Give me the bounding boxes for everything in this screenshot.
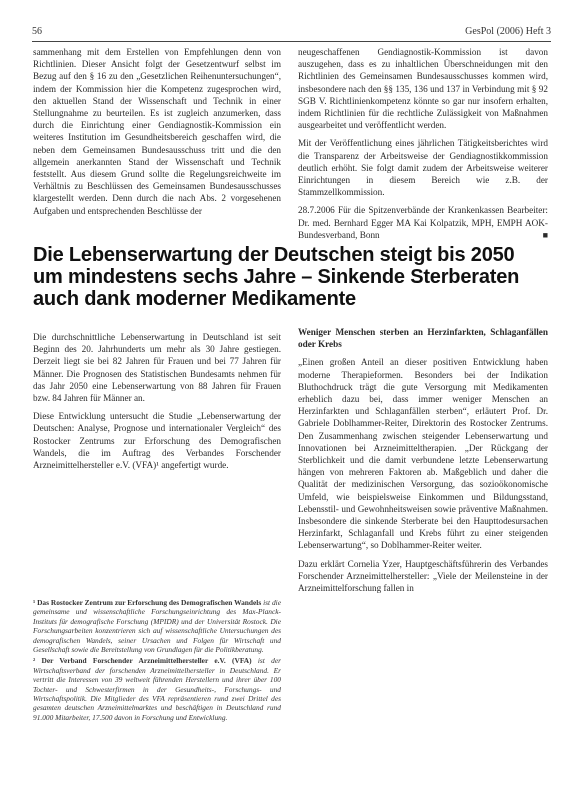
signature-block — [298, 204, 548, 241]
body-paragraph: Dazu erklärt Cornelia Yzer, Hauptgeschäftsführerin des Verbandes Forschender Arzneimittelhersteller: „Viele der Meilensteine in der Arzneimittelforschung fallen in — [298, 558, 548, 594]
header-rule — [32, 41, 551, 42]
body-paragraph: neugeschaffenen Gendiagnostik-Kommission ist davon auszugehen, dass es zu inhaltlichen Überschneidungen mit den Richtlinien des Gemeinsamen Bundesausschusses kommen wird, insbesondere nach den §§ 135, 136 und 137 in Verbindung mit § 92 SGB V. Richtlinienkompetenz könnte so gar nur insofern erhalten, indem Richtlinien für die rechtliche Zulässigkeit von Maßnahmen ausgearbeitet und veröffentlicht werden. — [298, 47, 548, 131]
footnote-2 — [33, 656, 281, 722]
top-right-column — [298, 46, 548, 247]
footnote-1-text: ist die gemeinsame und wissenschaftliche Forschungseinrichtung des Max-Planck-Instituts für demografische Forschung (MPIDR) und der Universität Rostock. Die Forschungsarbeiten konzentrieren sich auf wissenschaftliche Untersuchungen des demografischen Wandels, seiner Ursachen und Folgen für Wirtschaft und Gesellschaft sowie die Bereitstellung von Grundlagen für die Politikberatung. — [33, 598, 281, 655]
top-left-column — [33, 46, 281, 223]
section-subheading: Weniger Menschen sterben an Herzinfarkten, Schlaganfällen oder Krebs — [298, 327, 548, 350]
body-paragraph: sammenhang mit dem Erstellen von Empfehlungen denn von Richtlinien. Dieser Ansicht folgt der Gesetzentwurf selbst im Bezug auf den § 16 zu den „Gesetzlichen Reihenuntersuchungen“, indem der Kommission hier die Kompetenz zugesprochen wird, den aktuellen Stand der Wissenschaft und Technik in einer Stellungnahme zu beurteilen. Es ist zugleich anzumerken, dass durch die Einrichtung einer Gendiagnostik-Kommission ein weiteres Institution im Gesundheitsbereich geschaffen wird, die neben dem Gemeinsamen Bundesausschuss tritt und die den allgemein anerkannten Stand der Wissenschaft und Technik feststellt. Aus diesem Grund sollte die Regelungsreichweite im Verhältnis zu Beschlüssen des Gemeinsamen Bundesausschusses klargestellt werden. Denn durch die nach Abs. 2 vorgesehenen Aufgaben und entsprechenden Beschlüsse der — [33, 47, 281, 216]
footnotes — [33, 598, 281, 724]
bottom-left-column — [33, 331, 281, 477]
signature-text: 28.7.2006 Für die Spitzenverbände der Krankenkassen Bearbeiter: Dr. med. Bernhard Egger MA Kai Kolpatzik, MPH, EMPH AOK-Bundesverband, Bonn — [298, 205, 548, 240]
footnote-1-lead: ¹ Das Rostocker Zentrum zur Erforschung des Demografischen Wandels — [33, 598, 262, 607]
footnote-2-lead: ² Der Verband Forschender Arzneimittelhersteller e.V. (VFA) — [33, 656, 252, 666]
body-paragraph: Mit der Veröffentlichung eines jährlichen Tätigkeitsberichtes wird die Transparenz der Arbeitsweise der Gendiagnostikkommission deutlich erhöht. Sie folgt damit zudem der Arbeitsweise weiterer Einrichtungen in diesem Bereich wie z.B. der Stammzellkommission. — [298, 138, 548, 198]
article-headline: Die Lebenserwartung der Deutschen steigt bis 2050 um mindestens sechs Jahre – Sinkende Sterberaten auch dank moderner Medikamente — [33, 244, 520, 310]
body-paragraph: Die durchschnittliche Lebenserwartung in Deutschland ist seit Beginn des 20. Jahrhunderts um mehr als 30 Jahre gestiegen. Derzeit liegt sie bei 82 Jahren für Frauen und bei 77 Jahren für Männer. Die Prognosen des Statistischen Bundesamts nehmen für das Jahr 2050 eine Lebenserwartung von 88 Jahren für Frauen bzw. 84 Jahren für Männer an. — [33, 332, 281, 404]
footnote-2-text: ist der Wirtschaftsverband der forschenden Arzneimittelhersteller in Deutschland. Er vertritt die Interessen von 39 weltweit führenden Herstellern und ihrer über 100 Tochter- und Schwesterfirmen in der Gesundheits-, Forschungs- und Wirtschaftspolitik. Die Mitglieder des VFA repräsentieren rund zwei Drittel des gesamten deutschen Arzneimittelmarktes und beschäftigen in Deutschland rund 91.000 Mitarbeiter, 17.500 davon in Forschung und Entwicklung. — [33, 656, 281, 722]
journal-reference: GesPol (2006) Heft 3 — [465, 26, 551, 37]
footnote-1 — [33, 598, 281, 654]
end-of-article-mark: ■ — [542, 229, 548, 240]
bottom-right-column — [298, 326, 548, 600]
page-number: 56 — [32, 26, 42, 37]
body-paragraph: Diese Entwicklung untersucht die Studie „Lebenserwartung der Deutschen: Analyse, Prognose und internationaler Vergleich“ des Rostocker Zentrums zur Erforschung des Demografischen Wandels, die im Auftrag des Verbandes Forschender Arzneimittelhersteller e.V. (VFA)¹ angefertigt wurde. — [33, 411, 281, 471]
body-paragraph: „Einen großen Anteil an dieser positiven Entwicklung haben moderne Therapieformen. Besonders bei der Indikation Bluthochdruck trägt die gute Versorgung mit Medikamenten erheblich dazu bei, dass immer weniger Menschen an Herzinfarkten und Schlaganfällen sterben“, erläutert Prof. Dr. Gabriele Doblhammer-Reiter, Direktorin des Rostocker Zentrums. Den Zusammenhang zwischen steigender Lebenserwartung und Innovationen bei Arzneimitteltherapien. „Der Rückgang der Sterblichkeit und die damit verbundene letzte Lebenserwartung hängen von mehreren Faktoren ab. Maßgeblich und daher die Qualität der medizinischen Versorgung, das sozioökonomische Umfeld, wie beispielsweise Einkommen und Bildungsstand, Lebensstil- und Gewohnheitsweisen sowie präventive Maßnahmen. Insbesondere die sinkende Sterberate bei den Haupttodesursachen Herzinfarkt, Schlaganfall und Krebs führt zu einer steigenden Lebenserwartung“, so Doblhammer-Reiter weiter. — [298, 357, 548, 551]
